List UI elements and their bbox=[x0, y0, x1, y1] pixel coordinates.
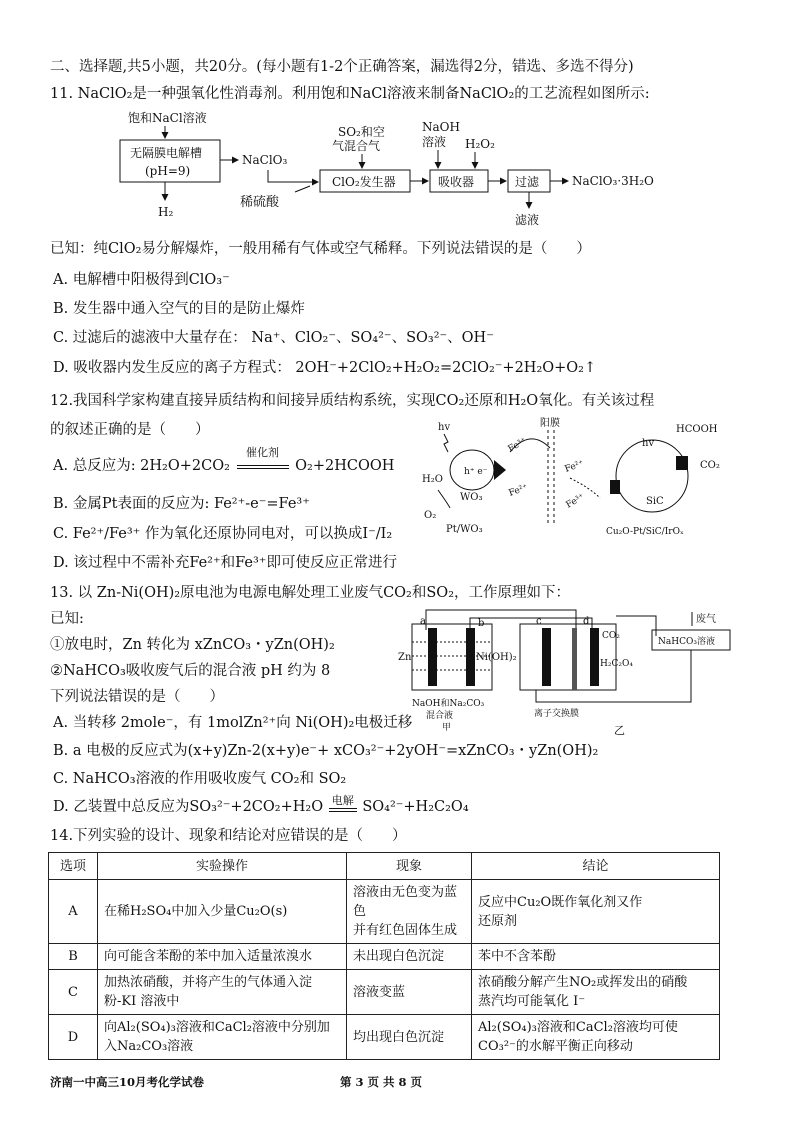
q12-a-suffix: O₂+2HCOOH bbox=[295, 458, 395, 474]
q14-row-a-op: 在稀H₂SO₄中加入少量Cu₂O(s) bbox=[104, 904, 288, 919]
q13-known: 已知: bbox=[50, 611, 84, 627]
q11-stem: 11. NaClO₂是一种强氧化性消毒剂。利用饱和NaCl溶液来制备NaClO₂的工艺流程如图所示: bbox=[50, 86, 650, 102]
q12-fe2-left: Fe²⁺ bbox=[507, 482, 530, 499]
q13-d-suffix: SO₄²⁻+H₂C₂O₄ bbox=[362, 799, 469, 815]
table-row bbox=[49, 880, 720, 944]
q14-row-a-co1: 反应中Cu₂O既作氧化剂又作 bbox=[478, 894, 643, 910]
q11-absorber: 吸收器 bbox=[438, 175, 475, 189]
q13-label-c: c bbox=[536, 616, 542, 627]
q12-co2: CO₂ bbox=[700, 460, 720, 471]
q13-label-a: a bbox=[420, 616, 426, 627]
table-row bbox=[49, 970, 720, 1015]
q14-row-c-op2: 粉-KI 溶液中 bbox=[104, 994, 180, 1009]
q13-nioh: Ni(OH)₂ bbox=[476, 652, 517, 663]
q12-left-label: Pt/WO₃ bbox=[446, 524, 483, 535]
q11-generator: ClO₂发生器 bbox=[332, 175, 396, 189]
q12-fe2-mid: Fe²⁺ bbox=[563, 458, 586, 475]
q13-option-a[interactable]: A. 当转移 2mole⁻，有 1molZn²⁺向 Ni(OH)₂电极迁移 bbox=[53, 715, 413, 731]
q13-label-b: b bbox=[478, 618, 485, 629]
q14-row-b-ph: 未出现白色沉淀 bbox=[353, 949, 445, 964]
q11-option-a[interactable]: A. 电解槽中阳极得到ClO₃⁻ bbox=[53, 272, 230, 288]
q12-o2: O₂ bbox=[424, 510, 437, 521]
q12-h2o: H₂O bbox=[422, 474, 443, 485]
q11-product: NaClO₃·3H₂O bbox=[572, 174, 654, 188]
q11-h2o2: H₂O₂ bbox=[465, 137, 495, 151]
q12-option-d[interactable]: D. 该过程中不需补充Fe²⁺和Fe³⁺即可使反应正常进行 bbox=[53, 555, 397, 571]
q11-feed-label: 饱和NaCl溶液 bbox=[128, 111, 207, 125]
q11-option-d[interactable]: D. 吸收器内发生反应的离子方程式： 2OH⁻+2ClO₂+H₂O₂=2ClO₂⁻+2H₂O+O₂↑ bbox=[53, 360, 597, 376]
q14-row-c-op1: 加热浓硝酸，并将产生的气体通入淀 bbox=[104, 975, 313, 990]
q14-row-a-ph2: 并有红色固体生成 bbox=[353, 923, 458, 938]
q12-option-c[interactable]: C. Fe²⁺/Fe³⁺ 作为氧化还原协同电对，可以换成I⁻/I₂ bbox=[53, 526, 393, 542]
q13-option-b[interactable]: B. a 电极的反应式为(x+y)Zn-2(x+y)e⁻+ xCO₃²⁻+2yOH⁻=xZnCO₃・yZn(OH)₂ bbox=[53, 743, 599, 759]
q13-ask: 下列说法错误的是（ ） bbox=[50, 689, 224, 705]
q13-jia: 甲 bbox=[442, 723, 452, 733]
q14-row-b-op: 向可能含苯酚的苯中加入适量浓溴水 bbox=[104, 949, 313, 964]
table-row bbox=[49, 1015, 720, 1060]
q12-a-catalyst: 催化剂 bbox=[246, 446, 280, 459]
q13-option-c[interactable]: C. NaHCO₃溶液的作用吸收废气 CO₂和 SO₂ bbox=[53, 771, 347, 787]
q12-stem-2: 的叙述正确的是（ ） bbox=[50, 422, 210, 438]
q12-membrane: 阳膜 bbox=[540, 418, 560, 429]
q14-row-a-opt: A bbox=[49, 880, 98, 944]
q13-electrode-b bbox=[466, 628, 475, 686]
q14-col-option: 选项 bbox=[49, 853, 98, 880]
q13-diagram bbox=[396, 606, 736, 744]
q12-diagram bbox=[420, 412, 740, 544]
q14-row-c-opt: C bbox=[49, 970, 98, 1015]
section-header: 二、选择题,共5小题，共20分。(每小题有1-2个正确答案，漏选得2分，错选、多选不得分) bbox=[50, 59, 634, 75]
q13-known-2: ②NaHCO₃吸收废气后的混合液 pH 约为 8 bbox=[50, 663, 331, 679]
q12-hv-right: hv bbox=[642, 438, 655, 449]
svg-text:h⁺ e⁻: h⁺ e⁻ bbox=[464, 467, 488, 477]
q14-row-a-co2: 还原剂 bbox=[478, 913, 518, 929]
q13-solution-1: NaOH和Na₂CO₃ bbox=[412, 699, 485, 709]
q11-cell-label: 无隔膜电解槽 bbox=[130, 146, 203, 160]
q12-fe3-right: Fe³⁺ bbox=[564, 492, 587, 511]
q13-yi: 乙 bbox=[614, 724, 625, 737]
q12-option-b[interactable]: B. 金属Pt表面的反应为: Fe²⁺-e⁻=Fe³⁺ bbox=[53, 496, 310, 512]
q14-row-d-op2: 入Na₂CO₃溶液 bbox=[104, 1039, 194, 1054]
q13-stem: 13. 以 Zn-Ni(OH)₂原电池为电源电解处理工业废气CO₂和SO₂，工作原理如下： bbox=[50, 585, 571, 601]
q13-electrode-c bbox=[542, 628, 551, 686]
q14-col-conclusion: 结论 bbox=[472, 853, 720, 880]
q13-label-d: d bbox=[583, 616, 590, 627]
q11-acid: 稀硫酸 bbox=[240, 195, 280, 210]
q14-col-phenomenon: 现象 bbox=[347, 853, 472, 880]
q13-co2: CO₂ bbox=[602, 631, 620, 641]
q14-col-operation: 实验操作 bbox=[98, 853, 347, 880]
q12-hcooh: HCOOH bbox=[676, 424, 718, 435]
q14-table-header bbox=[49, 853, 720, 880]
q11-known: 已知：纯ClO₂易分解爆炸，一般用稀有气体或空气稀释。下列说法错误的是（ ） bbox=[50, 241, 591, 257]
q11-option-b[interactable]: B. 发生器中通入空气的目的是防止爆炸 bbox=[53, 301, 305, 317]
q14-row-d-co1: Al₂(SO₄)₃溶液和CaCl₂溶液均可使 bbox=[478, 1020, 678, 1035]
q13-membrane-label: 离子交换膜 bbox=[534, 709, 580, 719]
q13-solution-2: 混合液 bbox=[426, 711, 454, 721]
q14-row-c-co1: 浓硝酸分解产生NO₂或挥发出的硝酸 bbox=[478, 975, 688, 990]
q12-option-a[interactable] bbox=[53, 446, 395, 476]
q14-stem: 14.下列实验的设计、现象和结论对应错误的是（ ） bbox=[50, 828, 407, 844]
q11-naoh-1: NaOH bbox=[422, 120, 460, 134]
q14-row-b-opt: B bbox=[49, 944, 98, 970]
q13-waste: 废气 bbox=[696, 614, 716, 625]
q13-electrode-a bbox=[428, 628, 437, 686]
q14-table bbox=[48, 852, 720, 1060]
q11-h2: H₂ bbox=[158, 205, 174, 219]
q12-a-prefix: A. 总反应为: 2H₂O+2CO₂ bbox=[53, 458, 230, 474]
table-row bbox=[49, 944, 720, 970]
q14-row-c-co2: 蒸汽均可能氧化 I⁻ bbox=[478, 994, 586, 1009]
q14-row-d-co2: CO₃²⁻的水解平衡正向移动 bbox=[478, 1039, 633, 1054]
q14-row-d-opt: D bbox=[49, 1015, 98, 1060]
q12-wo3: WO₃ bbox=[460, 492, 483, 503]
q11-filter: 过滤 bbox=[515, 175, 540, 189]
footer-school: 济南一中高三10月考化学试卷 bbox=[50, 1075, 205, 1089]
q11-naoh-2: 溶液 bbox=[422, 135, 447, 149]
q13-d-cond: 电解 bbox=[331, 794, 354, 807]
q11-gas-1: SO₂和空 bbox=[338, 125, 385, 139]
q11-option-c[interactable]: C. 过滤后的滤液中大量存在： Na⁺、ClO₂⁻、SO₄²⁻、SO₃²⁻、OH⁻ bbox=[53, 330, 494, 346]
q13-zn: Zn bbox=[398, 652, 412, 663]
q14-row-c-ph: 溶液变蓝 bbox=[353, 984, 406, 1000]
q11-naclo3: NaClO₃ bbox=[242, 153, 288, 167]
q13-membrane-bar bbox=[572, 628, 577, 690]
q12-fe3-left: Fe³⁺ bbox=[506, 436, 529, 455]
q12-right-label: Cu₂O-Pt/SiC/IrOₓ bbox=[606, 527, 684, 537]
q12-hv-left: hv bbox=[438, 422, 451, 433]
footer-page-number: 第 3 页 共 8 页 bbox=[340, 1075, 423, 1089]
q13-known-1: ①放电时，Zn 转化为 xZnCO₃・yZn(OH)₂ bbox=[50, 637, 335, 653]
q12-pt-left bbox=[494, 460, 506, 480]
q14-row-d-ph: 均出现白色沉淀 bbox=[353, 1029, 445, 1045]
q13-option-d[interactable] bbox=[53, 794, 469, 817]
q11-gas-2: 气混合气 bbox=[332, 139, 381, 153]
q13-d-prefix: D. 乙装置中总反应为SO₃²⁻+2CO₂+H₂O bbox=[53, 799, 324, 815]
q14-row-a-ph1: 溶液由无色变为蓝色 bbox=[353, 885, 458, 919]
q12-stem-1: 12.我国科学家构建直接异质结构和间接异质结构系统，实现CO₂还原和H₂O氧化。有关该过程 bbox=[50, 393, 655, 409]
q14-row-b-co: 苯中不含苯酚 bbox=[478, 949, 557, 964]
q11-flow-diagram bbox=[110, 108, 730, 232]
q13-nahco3: NaHCO₃溶液 bbox=[658, 637, 715, 647]
q11-cell-ph: (pH=9) bbox=[145, 164, 191, 178]
q13-h2c2o4: H₂C₂O₄ bbox=[600, 659, 633, 669]
q13-electrode-d bbox=[590, 628, 599, 686]
q14-row-d-op1: 向Al₂(SO₄)₃溶液和CaCl₂溶液中分别加 bbox=[104, 1020, 330, 1035]
q12-sic: SiC bbox=[646, 496, 664, 507]
q11-filtrate: 滤液 bbox=[515, 213, 540, 227]
